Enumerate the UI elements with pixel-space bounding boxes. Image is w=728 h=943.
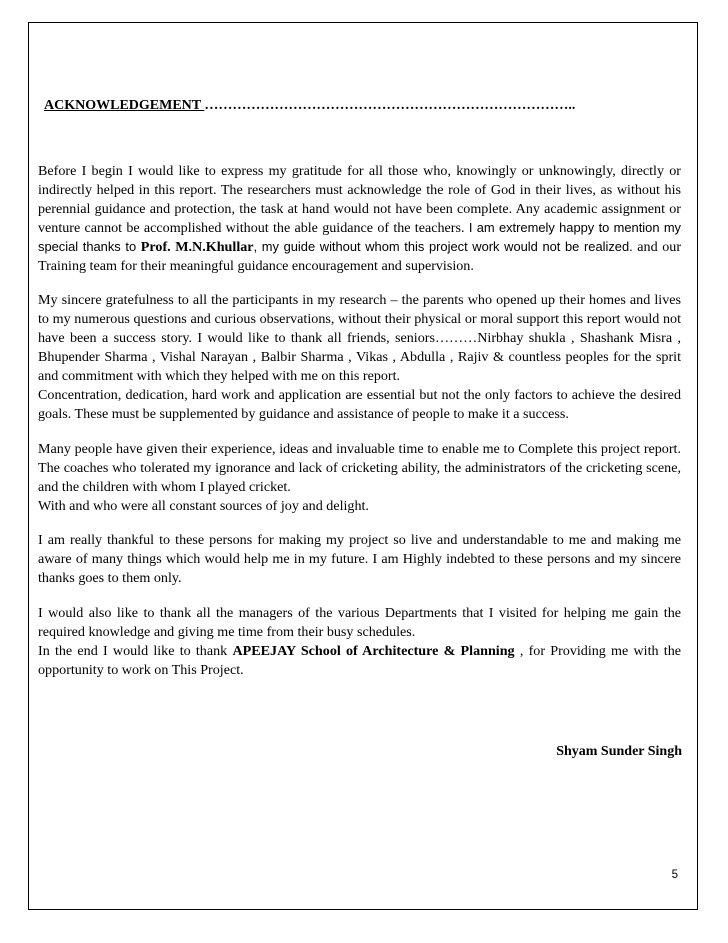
paragraph-2 [38,291,681,423]
paragraph-3 [38,440,681,516]
page-heading [44,98,575,114]
p1-text-3: , my guide without whom this project work would not be realized. [253,238,633,254]
paragraph-4: I am really thankful to these persons for making my project so live and understandable to me and making me aware of many things which would help me in my future. I am Highly indebted to these persons and my sincere thanks goes to them only. [38,532,681,587]
signature: Shyam Sunder Singh [556,744,682,759]
p5-text-1: I would also like to thank all the managers of the various Departments that I visited for helping me gain the required knowledge and giving me time from their busy schedules. [38,605,681,641]
acknowledgement-body [38,162,681,696]
guide-name: Prof. M.N.Khullar [140,238,254,255]
p3-text-2: With and who were all constant sources of joy and delight. [38,497,369,514]
p1-text-1: Before I begin I would like to express my gratitude for all those who, knowingly or unknowingly, directly or indirectly helped in this report. The researchers must acknowledge the role of God in their lives, as without his perennial guidance and protection, the task at hand would not have been complete. Any academic assignment or venture cannot be accomplished without the able guidance of the teachers. [38,163,681,236]
p2-text-1: My sincere gratefulness to all the participants in my research – the parents who opened up their homes and lives to my numerous questions and curious observations, without their physical or moral support this report would not have been a success story. I would like to thank all friends, seniors………Nirbhay shukla , Shashank Misra , Bhupender Sharma , Vishal Narayan , Balbir Sharma , Vikas , Abdulla , Rajiv & countless peoples for the sprit and commitment with which they helped with me on this report. [38,292,681,385]
p5-text-3: , for Providing me with the opportunity to work on This Project. [38,642,681,678]
paragraph-5 [38,604,681,680]
institution-name: APEEJAY School of Architecture & Planning [232,642,515,659]
p5-text-2: In the end I would like to thank [38,642,233,659]
heading-title: ACKNOWLEDGEMENT [44,98,205,113]
p1-text-4: and our Training team for their meaningful guidance encouragement and supervision. [38,238,682,274]
p2-text-2: Concentration, dedication, hard work and application are essential but not the only factors to achieve the desired goals. These must be supplemented by guidance and assistance of people to make it a success. [38,386,681,422]
heading-dots: …………………………………………………………………….. [204,98,576,113]
paragraph-1 [38,162,681,275]
p3-text-1: Many people have given their experience, ideas and invaluable time to enable me to Complete this project report. The coaches who tolerated my ignorance and lack of cricketing ability, the administrators of the cricketing scene, and the children with whom I played cricket. [38,440,681,495]
page-number: 5 [671,869,678,881]
p1-text-2: I am extremely happy to mention my special thanks to [38,219,682,254]
